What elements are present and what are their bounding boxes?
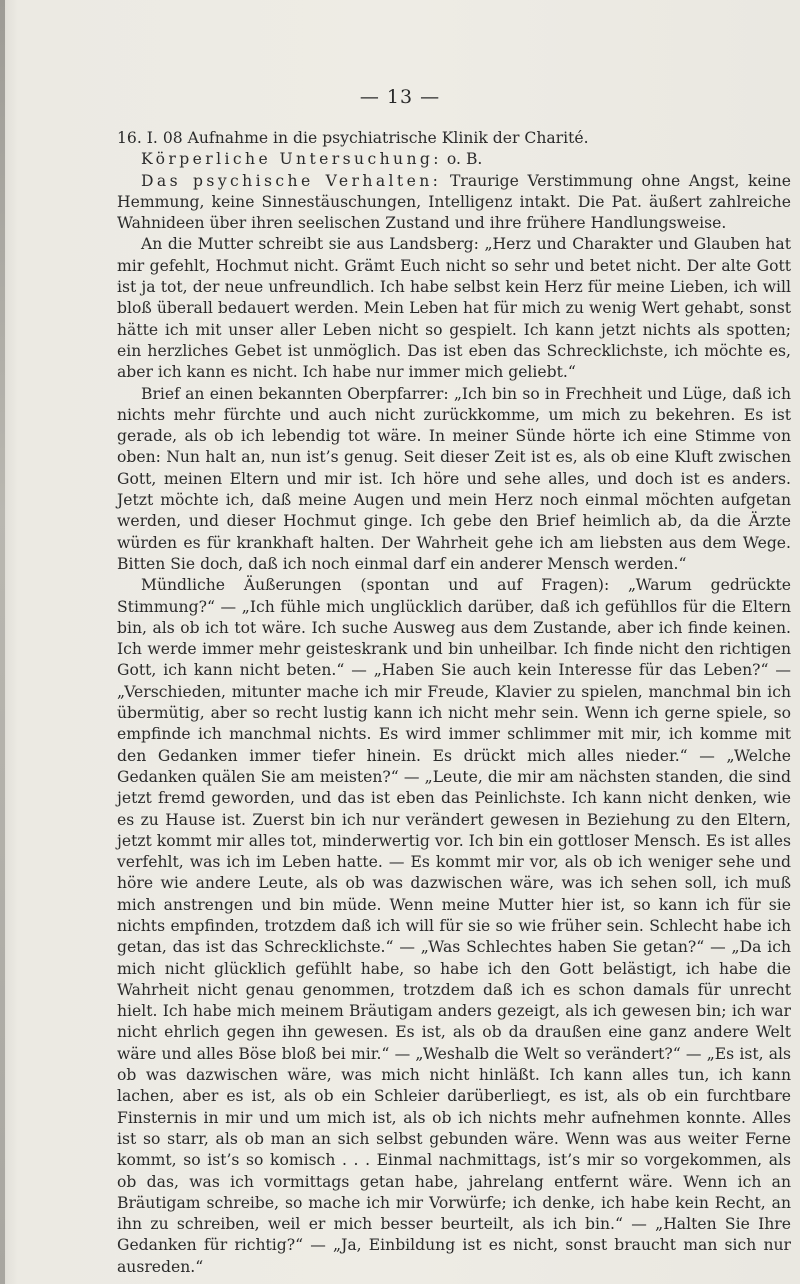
oral-statements-paragraph — [117, 575, 791, 1278]
admission-text: 16. I. 08 Aufnahme in die psychiatrische Klinik der Charité. — [117, 129, 589, 147]
oral-statements-text: Mündliche Äußerungen (spontan und auf Fragen): „Warum gedrückte Stimmung?“ — „Ich fühle mich unglücklich darüber, daß ich gefühllos für die Eltern bin, als ob ich tot wäre. Ich suche Ausweg aus dem Zustande, aber ich finde keinen. Ich werde immer mehr geisteskrank und bin unheilbar. Ich finde nicht den richtigen Gott, ich kann nicht beten.“ — „Haben Sie auch kein Interesse für das Leben?“ — „Verschieden, mitunter mache ich mir Freude, Klavier zu spielen, manchmal bin ich übermütig, aber so recht lustig kann ich nicht mehr sein. Wenn ich gerne spiele, so empfinde ich manchmal nichts. Es wird immer schlimmer mit mir, ich komme mit den Gedanken immer tiefer hinein. Es drückt mich alles nieder.“ — „Welche Gedanken quälen Sie am meisten?“ — „Leute, die mir am nächsten standen, die sind jetzt fremd geworden, und das ist eben das Peinlichste. Ich kann nicht denken, wie es zu Hause ist. Zuerst bin ich nur verändert gewesen in Beziehung zu den Eltern, jetzt kommt mir alles tot, minderwertig vor. Ich bin ein gottloser Mensch. Es ist alles verfehlt, was ich im Leben hatte. — Es kommt mir vor, als ob ich weniger sehe und höre wie andere Leute, als ob was dazwischen wäre, was ich sehen soll, ich muß mich anstrengen und bin müde. Wenn meine Mutter hier ist, so kann ich für sie nichts empfinden, trotzdem daß ich will für sie so wie früher sein. Schlecht habe ich getan, das ist das Schrecklichste.“ — „Was Schlechtes haben Sie getan?“ — „Da ich mich nicht glücklich gefühlt habe, so habe ich den Gott belästigt, ich habe die Wahrheit nicht genau genommen, trotzdem daß ich es schon damals für unrecht hielt. Ich habe mich meinem Bräutigam anders gezeigt, als ich gewesen bin; ich war nicht ehrlich gegen ihn gewesen. Es ist, als ob da draußen eine ganz andere Welt wäre und alles Böse bloß bei mir.“ — „Weshalb die Welt so verändert?“ — „Es ist, als ob was dazwischen wäre, was mich nicht hinläßt. Ich kann alles tun, ich kann lachen, aber es ist, als ob ein Schleier darüberliegt, es ist, als ob ein furchtbare Finsternis in mir und um mich ist, als ob ich nichts mehr aufnehmen konnte. Alles ist so starr, als ob man an sich selbst gebunden wäre. Wenn was aus weiter Ferne kommt, so ist’s so komisch . . . Einmal nachmittags, ist’s mir so vorgekommen, als ob das, was ich vormittags getan habe, jahrelang entfernt wäre. Wenn ich an Bräutigam schreibe, so mache ich mir Vorwürfe; ich denke, ich habe kein Recht, an ihn zu schreiben, weil er mich besser beurteilt, als ich bin.“ — „Halten Sie Ihre Gedanken für richtig?“ — „Ja, Einbildung ist es nicht, sonst braucht man sich nur ausreden.“ — [117, 576, 791, 1276]
psychic-behavior-text: Traurige Verstimmung ohne Angst, keine Hemmung, keine Sinnestäuschungen, Intelligenz intakt. Die Pat. äußert zahlreiche Wahnideen über ihren seelischen Zustand und ihre frühere Handlungsweise. — [117, 171, 791, 233]
letter-to-mother-paragraph — [117, 234, 791, 383]
letter-to-pastor-text: Brief an einen bekannten Oberpfarrer: „Ich bin so in Frechheit und Lüge, daß ich nichts mehr fürchte und auch nicht zurückkomme, um mich zu bekehren. Es ist gerade, als ob ich lebendig tot wäre. In meiner Sünde hörte ich eine Stimme von oben: Nun halt an, nun ist’s genug. Seit dieser Zeit ist es, als ob eine Kluft zwischen Gott, meinen Eltern und mir ist. Ich höre und sehe alles, und doch ist es anders. Jetzt möchte ich, daß meine Augen und mein Herz noch einmal möchten aufgetan werden, und dieser Hochmut ginge. Ich gebe den Brief heimlich ab, da die Ärzte würden es für krankhaft halten. Der Wahrheit gehe ich am liebsten aus dem Wege. Bitten Sie doch, daß ich noch einmal darf ein anderer Mensch werden.“ — [117, 384, 791, 573]
page-edge-shadow — [0, 0, 5, 1284]
physical-exam-paragraph — [117, 149, 791, 170]
body-text — [117, 128, 791, 1278]
letter-to-pastor-paragraph — [117, 384, 791, 576]
psychic-behavior-paragraph — [117, 171, 791, 235]
admission-line — [117, 128, 791, 149]
psychic-behavior-heading: Das psychische Verhalten: — [141, 171, 442, 190]
physical-exam-text: o. B. — [441, 150, 483, 169]
letter-to-mother-text: An die Mutter schreibt sie aus Landsberg: „Herz und Charakter und Glauben hat mir gefehlt, Hochmut nicht. Grämt Euch nicht so sehr und betet nicht. Der alte Gott ist ja tot, der neue unfreundlich. Ich habe selbst kein Herz für meine Lieben, ich will bloß überall bedauert werden. Mein Leben hat für mich zu wenig Wert gehabt, sonst hätte ich mit unser aller Leben nicht so gespielt. Ich kann jetzt nichts als spotten; ein herzliches Gebet ist unmöglich. Das ist eben das Schrecklichste, ich möchte es, aber ich kann es nicht. Ich habe nur immer mich geliebt.“ — [117, 235, 791, 382]
physical-exam-heading: Körperliche Untersuchung: — [141, 150, 442, 169]
page-number: — 13 — — [359, 86, 441, 108]
